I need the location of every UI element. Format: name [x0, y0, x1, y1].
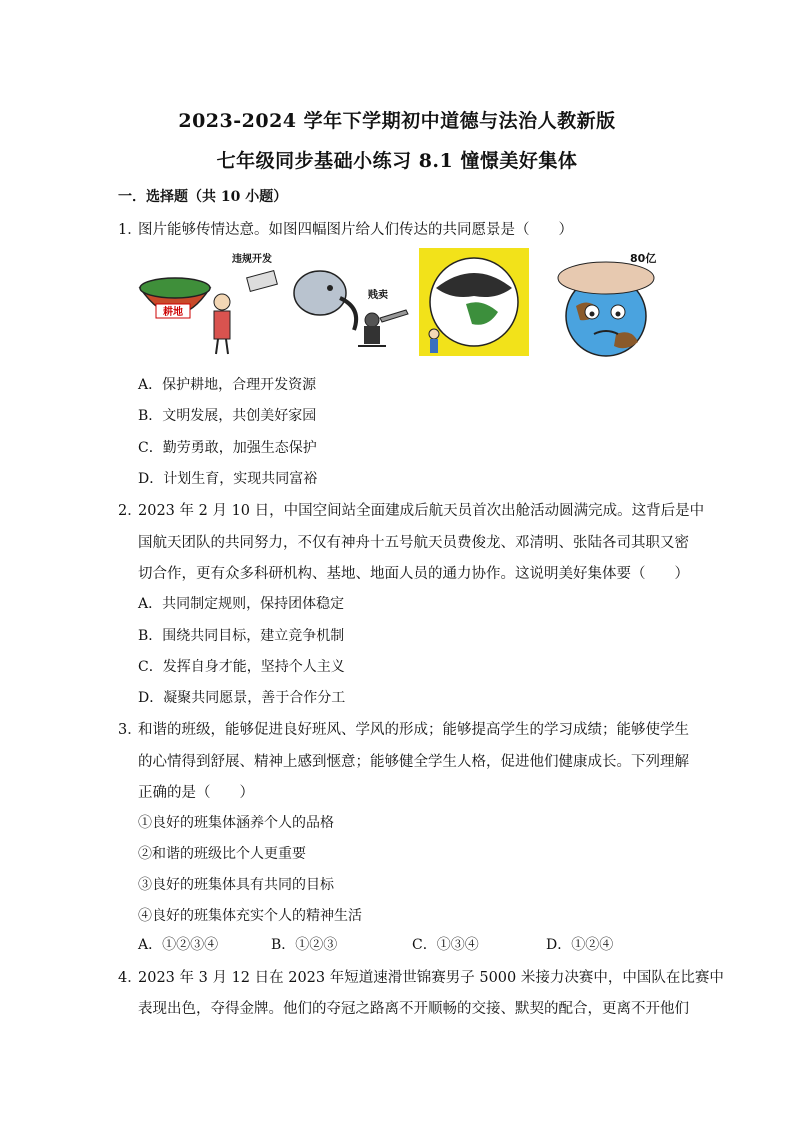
question-2-option-a: A．共同制定规则，保持团体稳定 [138, 596, 345, 612]
question-1-number: 1． [118, 222, 142, 238]
question-3-option-b: B．①②③ [271, 937, 338, 953]
question-2-stem-line-1: 2023 年 2 月 10 日，中国空间站全面建成后航天员首次出舱活动圆满完成。这背后是中 [138, 503, 705, 519]
question-2-number: 2． [118, 503, 142, 519]
split-earth-illustration [419, 248, 529, 356]
question-1-stem: 图片能够传情达意。如图四幅图片给人们传达的共同愿景是（ ） [138, 222, 573, 238]
document-title-line2: 七年级同步基础小练习 8.1 憧憬美好集体 [216, 150, 578, 172]
question-3-stem-line-3: 正确的是（ ） [138, 785, 254, 801]
question-2-stem-line-3: 切合作，更有众多科研机构、基地、地面人员的通力协作。这说明美好集体要（ ） [138, 566, 689, 582]
question-3-option-d: D．①②④ [546, 937, 614, 953]
question-1-option-d: D．计划生育，实现共同富裕 [138, 471, 318, 487]
question-4-number: 4． [118, 970, 142, 986]
elephant-cheap-sale-illustration [294, 271, 408, 346]
question-2-option-b: B．围绕共同目标，建立竞争机制 [138, 628, 345, 644]
question-3-option-c: C．①③④ [412, 937, 479, 953]
population-label: 80亿 [630, 252, 657, 265]
question-3-number: 3． [118, 722, 142, 738]
question-1-option-b: B．文明发展，共创美好家园 [138, 408, 317, 424]
question-1-option-a: A．保护耕地，合理开发资源 [138, 377, 317, 393]
farmland-bowl-illustration [140, 252, 277, 354]
question-3-statement-4: ④良好的班集体充实个人的精神生活 [138, 908, 362, 924]
question-1-option-c: C．勤劳勇敢，加强生态保护 [138, 440, 317, 456]
question-3-statement-2: ②和谐的班级比个人更重要 [138, 846, 306, 862]
illegal-dev-label: 违规开发 [232, 254, 272, 265]
question-3-statement-1: ①良好的班集体涵养个人的品格 [138, 815, 334, 831]
question-4-stem-line-2: 表现出色，夺得金牌。他们的夺冠之路离不开顺畅的交接、默契的配合，更离不开他们 [138, 1001, 689, 1017]
question-2-stem-line-2: 国航天团队的共同努力，不仅有神舟十五号航天员费俊龙、邓清明、张陆各司其职又密 [138, 535, 689, 551]
document-title-line1: 2023-2024 学年下学期初中道德与法治人教新版 [178, 110, 616, 132]
question-3-stem-line-2: 的心情得到舒展、精神上感到惬意；能够健全学生人格，促进他们健康成长。下列理解 [138, 754, 689, 770]
question-1-figure [136, 248, 696, 360]
question-3-option-a: A．①②③④ [138, 937, 219, 953]
question-4-stem-line-1: 2023 年 3 月 12 日在 2023 年短道速滑世锦赛男子 5000 米接力决赛中，中国队在比赛中 [138, 970, 724, 986]
question-3-stem-line-1: 和谐的班级，能够促进良好班风、学风的形成；能够提高学生的学习成绩；能够使学生 [138, 722, 689, 738]
question-2-option-c: C．发挥自身才能，坚持个人主义 [138, 659, 345, 675]
cheap-sale-label: 贱卖 [368, 290, 388, 301]
overcrowded-earth-illustration [558, 251, 656, 356]
section-heading: 一．选择题（共 10 小题） [118, 189, 288, 205]
farmland-label: 耕地 [163, 307, 183, 318]
question-2-option-d: D．凝聚共同愿景，善于合作分工 [138, 690, 346, 706]
question-3-statement-3: ③良好的班集体具有共同的目标 [138, 877, 334, 893]
